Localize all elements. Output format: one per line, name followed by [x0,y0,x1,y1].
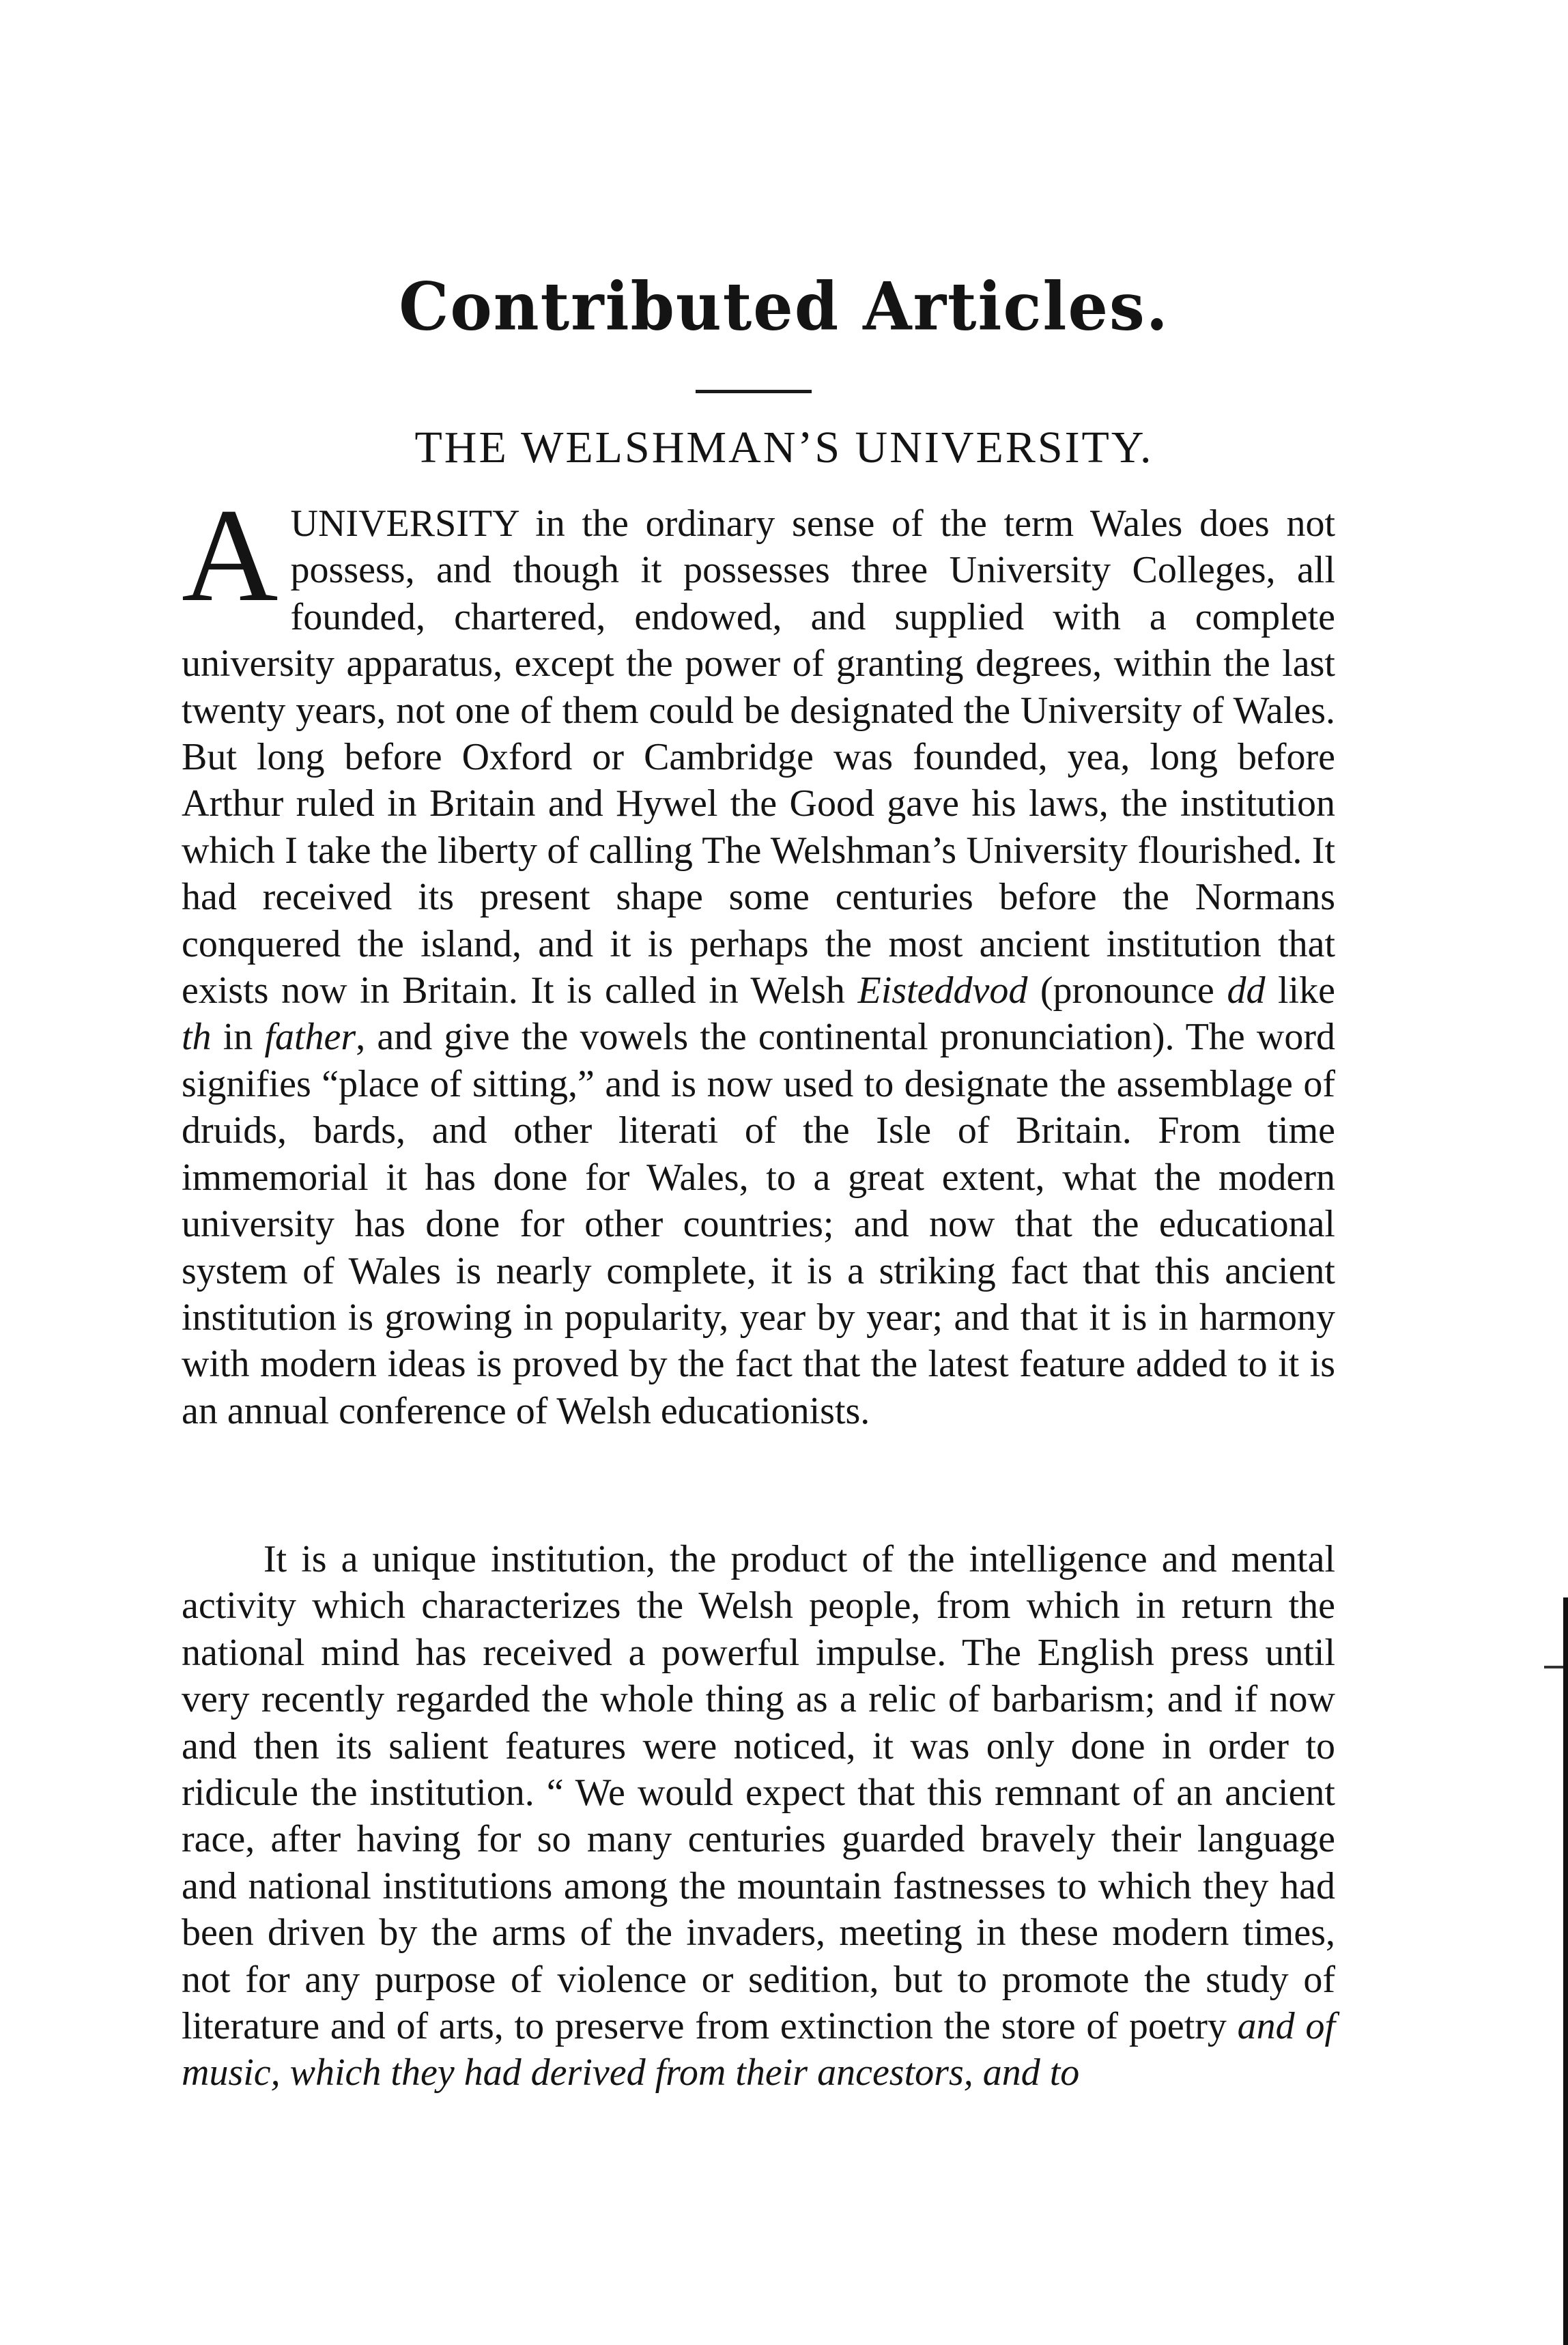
paragraph-2-last-line: and of music, which they had derived from their ancestors, and to [182,2005,1335,2094]
paragraph-1 [182,481,1335,1434]
term-th: th [182,1016,212,1059]
paragraph-1-text-a: UNIVERSITY in the ordinary sense of the term Wales does not possess, and though it possesses three University Colleges, all founded, chartered, endowed, and supplied with a complete university apparatus, except the power of granting degrees, within the last twenty years, not one of them could be designated the University of Wales. But long before Oxford or Cambridge was founded, yea, long before Arthur ruled in Britain and Hywel the Good gave his laws, the institution which I take the liberty of calling The Welshman’s University flourished. It had received its present shape some centuries before the Normans conquered the island, and it is perhaps the most ancient institution that exists now in Britain. It is called in Welsh [182,502,1335,1012]
section-heading: Contributed Articles. [399,268,1169,345]
title-rule [696,390,812,393]
article-title: THE WELSHMAN’S UNIVERSITY. [414,423,1154,472]
paragraph-2 [182,1536,1335,2097]
term-eisteddvod: Eisteddvod [857,969,1028,1012]
scan-edge-mark [1544,1666,1563,1668]
paragraph-1-text-b: (pronounce [1027,969,1227,1012]
paragraph-1-text-d: in [211,1016,265,1059]
paragraph-2-text: It is a unique institution, the product of the intelligence and mental activity which characterizes the Welsh people, from which in return the national mind has received a powerful impulse. The English press until very recently regarded the whole thing as a relic of barbarism; and if now and then its salient features were noticed, it was only done in order to ridicule the institution. “ We would expect that this remnant of an ancient race, after having for so many centuries guarded bravely their language and national institutions among the mountain fastnesses to which they had been driven by the arms of the invaders, meeting in these modern times, not for any purpose of violence or sedition, but to promote the study of literature and of arts, to preserve from extinction the store of poetry [182,1538,1335,2048]
scan-edge-shadow [1563,1597,1568,2345]
term-dd: dd [1227,969,1266,1012]
paragraph-1-text-e: , and give the vowels the continental pronunciation). The word signifies “place of sitting,” and is now used to designate the assemblage of druids, bards, and other literati of the Isle of Britain. From time immemorial it has done for Wales, to a great extent, what the modern university has done for other countries; and now that the educational system of Wales is nearly complete, it is a striking fact that this ancient institution is growing in popularity, year by year; and that it is in harmony with modern ideas is proved by the fact that the latest feature added to it is an annual conference of Welsh educationists. [182,1016,1335,1432]
term-father: father [264,1016,356,1059]
paragraph-1-text-c: like [1265,969,1335,1012]
drop-cap: A [182,481,279,629]
